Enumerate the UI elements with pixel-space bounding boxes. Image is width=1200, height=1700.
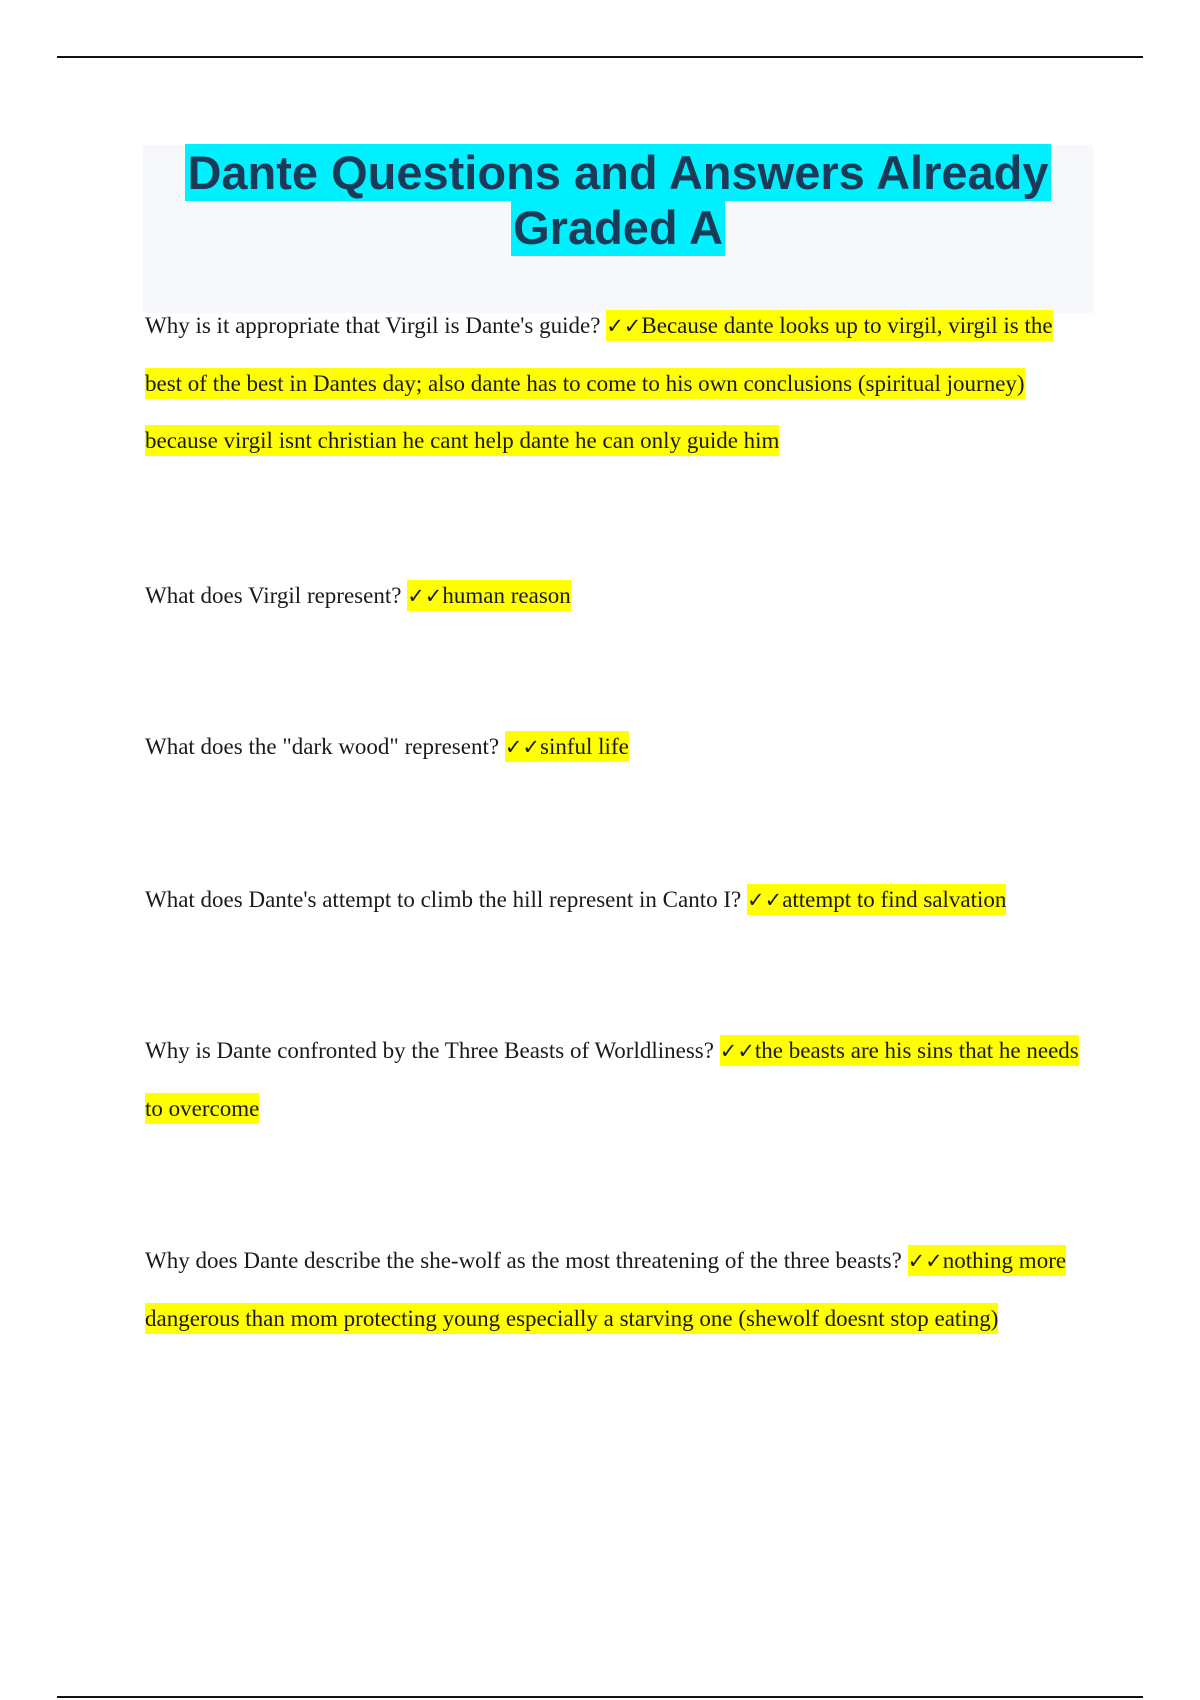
question-text: What does Virgil represent? [145, 583, 408, 608]
answer-text: sinful life [540, 734, 629, 759]
header-rule [57, 56, 1143, 58]
question-text: Why is Dante confronted by the Three Beasts of Worldliness? [145, 1038, 720, 1063]
qa-item-1 [145, 297, 1080, 469]
question-text: What does the "dark wood" represent? [145, 734, 505, 759]
qa-item-4 [145, 871, 1080, 929]
checkmark-icon: ✓✓ [407, 584, 443, 608]
checkmark-icon: ✓✓ [719, 1039, 755, 1063]
document-title-text: Dante Questions and Answers Already Graded A [187, 146, 1049, 254]
answer-text: Because dante looks up to virgil, virgil is the best of the best in Dantes day; also dante has to come to his own conclusions (spiritual journey) because virgil isnt christian he cant help dante he can only guide him [145, 313, 1053, 453]
checkmark-icon: ✓✓ [606, 314, 642, 338]
question-text: Why is it appropriate that Virgil is Dante's guide? [145, 313, 607, 338]
answer-text: attempt to find salvation [782, 887, 1007, 912]
answer-text: the beasts are his sins that he needs to overcome [145, 1038, 1079, 1121]
qa-item-3 [145, 718, 1080, 776]
qa-item-5 [145, 1022, 1080, 1137]
checkmark-icon: ✓✓ [746, 888, 783, 912]
question-text: What does Dante's attempt to climb the hill represent in Canto I? [145, 887, 747, 912]
title-block [143, 145, 1093, 313]
answer-highlight [505, 731, 629, 762]
answer-highlight [407, 580, 571, 611]
document-title [143, 145, 1093, 255]
answer-text: human reason [442, 583, 571, 608]
checkmark-icon: ✓✓ [504, 735, 541, 759]
footer-rule [57, 1696, 1143, 1698]
checkmark-icon: ✓✓ [907, 1249, 943, 1273]
answer-highlight [747, 884, 1006, 915]
qa-item-6 [145, 1232, 1080, 1347]
answer-text: nothing more dangerous than mom protecting young especially a starving one (shewolf doesnt stop eating) [145, 1248, 1067, 1331]
qa-item-2 [145, 567, 1080, 625]
question-text: Why does Dante describe the she-wolf as the most threatening of the three beasts? [145, 1248, 908, 1273]
